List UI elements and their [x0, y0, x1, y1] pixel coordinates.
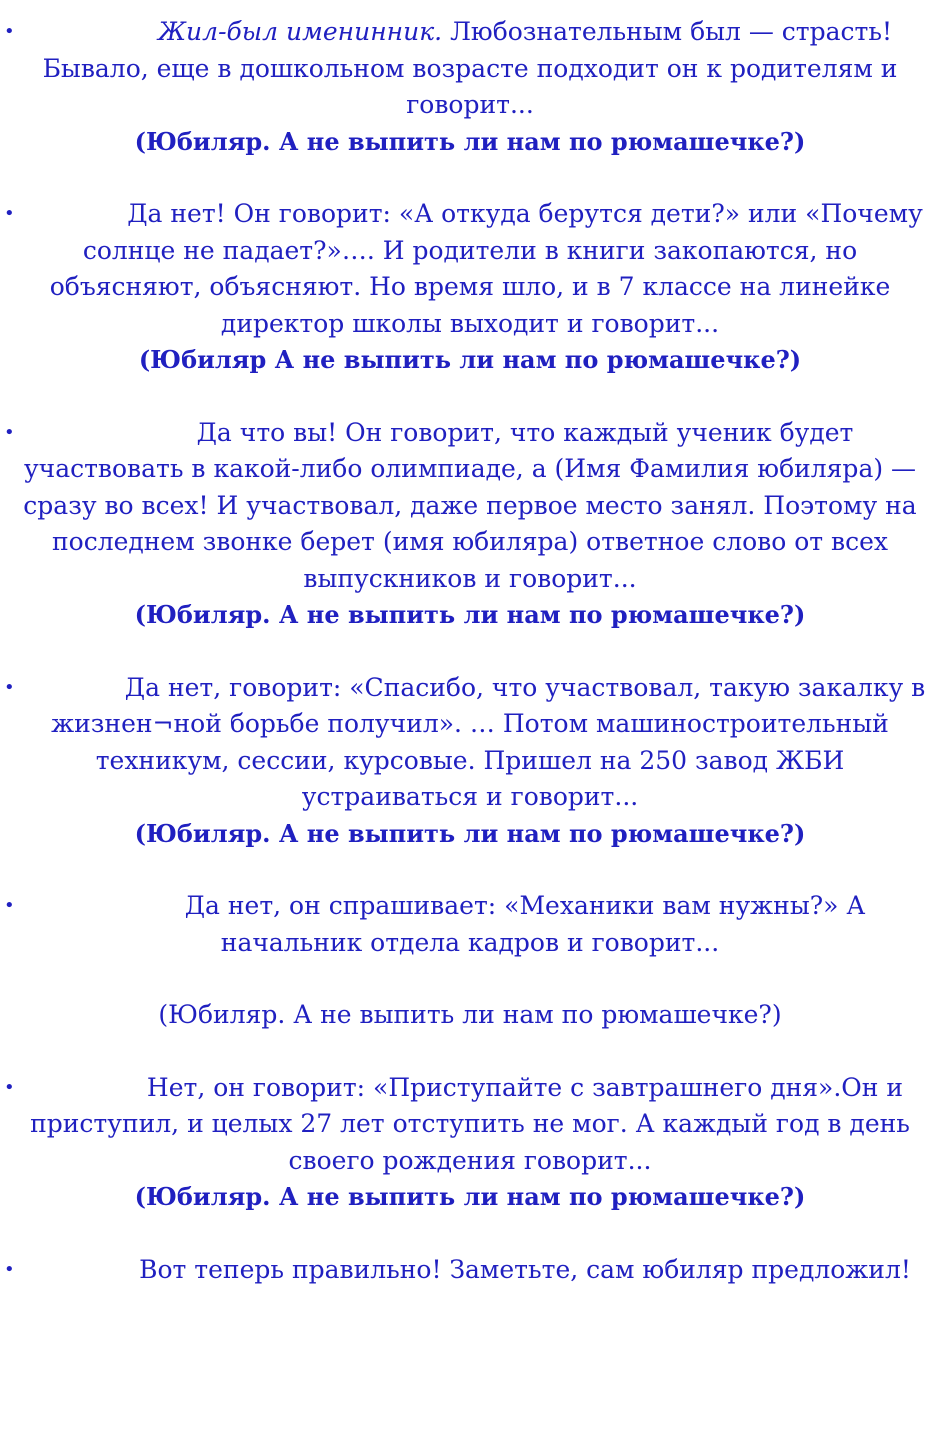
- refrain-line: (Юбиляр. А не выпить ли нам по рюмашечке?): [134, 600, 806, 629]
- paragraph-text: Нет, он говорит: «Приступайте с завтрашнего дня».Он и приступил, и целых 27 лет отступить не мог. А каждый год в день своего рождения говорит...: [30, 1072, 910, 1175]
- bullet-icon: •: [4, 895, 15, 916]
- spacer: [6, 961, 934, 997]
- refrain-line: (Юбиляр. А не выпить ли нам по рюмашечке?): [134, 126, 806, 156]
- bullet-icon: •: [4, 1076, 15, 1098]
- spacer: [0, 634, 940, 670]
- list-item: [0, 1252, 940, 1289]
- spacer: [0, 1034, 940, 1070]
- paragraph-text: Да нет! Он говорит: «А откуда берутся дети?» или «Почему солнце не падает?»…. И родители в книги закопаются, но объясняют, объясняют. Но время шло, и в 7 классе на линейке директор школы выходит и говорит...: [49, 199, 923, 338]
- bullet-icon: •: [4, 421, 15, 443]
- spacer: [0, 1216, 940, 1252]
- refrain-line: (Юбиляр. А не выпить ли нам по рюмашечке?): [134, 1182, 806, 1211]
- refrain-line: (Юбиляр. А не выпить ли нам по рюмашечке?): [158, 1000, 782, 1029]
- spacer: [0, 852, 940, 888]
- bullet-icon: •: [4, 1258, 15, 1280]
- toast-script-document: [0, 14, 940, 1288]
- list-item: [0, 670, 940, 853]
- list-item: [0, 888, 940, 1034]
- refrain-line: (Юбиляр А не выпить ли нам по рюмашечке?): [138, 345, 802, 374]
- paragraph-text: Да нет, говорит: «Спасибо, что участвовал, такую закалку в жизнен¬ной борьбе получил». … Потом машиностроительный техникум, сессии, курсовые. Пришел на 250 завод ЖБИ устраиваться и говорит...: [51, 672, 926, 811]
- bullet-icon: •: [4, 676, 15, 698]
- paragraph-text: Да нет, он спрашивает: «Механики вам нужны?» А начальник отдела кадров и говорит...: [184, 891, 866, 957]
- paragraph-text: [6, 14, 934, 124]
- list-item: [0, 14, 940, 160]
- paragraph-lead: Жил-был именинник.: [157, 17, 443, 46]
- bullet-icon: •: [4, 21, 15, 42]
- paragraph-text: Да что вы! Он говорит, что каждый ученик будет участвовать в какой-либо олимпиаде, а (Имя Фамилия юбиляра) — сразу во всех! И участвовал, даже первое место занял. Поэтому на последнем звонке берет (имя юбиляра) ответное слово от всех выпускников и говорит...: [23, 417, 917, 593]
- paragraph-body: Любознательным был — страсть! Бывало, еще в дошкольном возрасте подходит он к родителям и говорит...: [42, 17, 898, 119]
- paragraph-text: Вот теперь правильно! Заметьте, сам юбиляр предложил!: [139, 1254, 911, 1284]
- refrain-line: (Юбиляр. А не выпить ли нам по рюмашечке?): [134, 818, 806, 848]
- spacer: [0, 379, 940, 415]
- list-item: [0, 196, 940, 379]
- list-item: [0, 415, 940, 634]
- bullet-icon: •: [4, 203, 15, 224]
- list-item: [0, 1070, 940, 1216]
- spacer: [0, 160, 940, 196]
